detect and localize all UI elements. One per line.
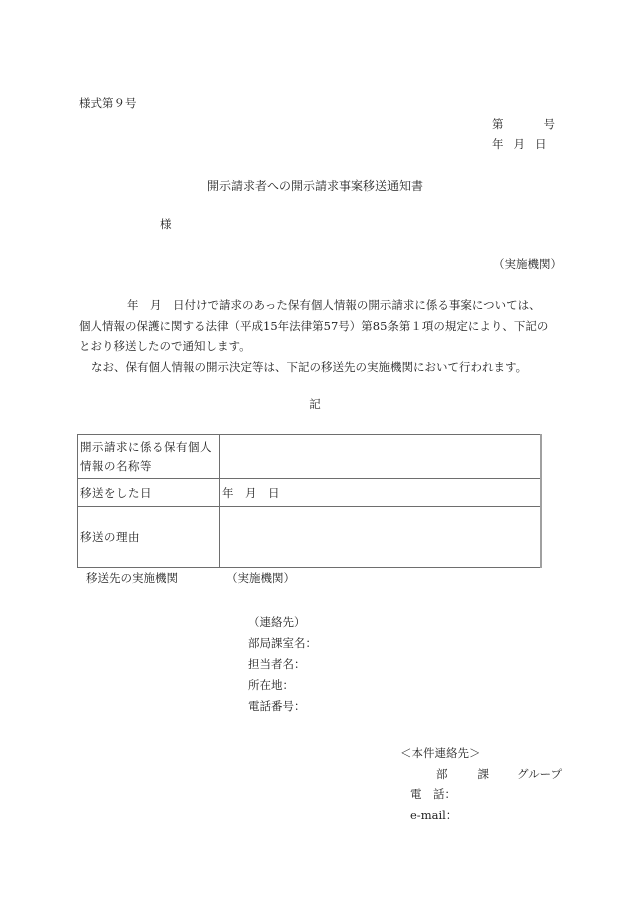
doc-number-prefix: 第 (492, 117, 504, 131)
dept-group: グループ (517, 766, 563, 781)
destination-label: 移送先の実施機関 (86, 571, 178, 585)
notice-line-3: とおり移送したので通知します。 (79, 339, 251, 353)
destination-contact (248, 612, 317, 717)
transfer-details-table (77, 434, 542, 568)
contact-department-label: 部局課室名： (248, 636, 317, 650)
recipient-honorific: 様 (160, 217, 172, 231)
table-value-info-name (220, 435, 542, 479)
notice-line-1: 年 月 日付けで請求のあった保有個人情報の開示請求に係る事案については、 (127, 298, 541, 312)
table-row (78, 479, 542, 507)
ki-heading: 記 (309, 397, 321, 411)
table-value-transfer-reason (220, 507, 542, 568)
dept-bu: 部 (436, 766, 448, 781)
document-title: 開示請求者への開示請求事案移送通知書 (206, 179, 423, 193)
contact-phone-label: 電話番号： (248, 699, 306, 713)
table-label-transfer-date: 移送をした日 (78, 479, 220, 507)
table-label-info-name: 開示請求に係る保有個人情報の名称等 (78, 435, 220, 479)
document-date (492, 139, 547, 151)
contact-address-label: 所在地： (248, 678, 294, 692)
dept-ka: 課 (477, 766, 489, 781)
case-contact-department (400, 764, 562, 785)
date-day: 日 (535, 137, 547, 151)
table-row (78, 435, 542, 479)
contact-heading: （連絡先） (248, 615, 306, 629)
destination-agency: （実施機関） (226, 571, 295, 585)
case-contact-heading: ＜本件連絡先＞ (400, 746, 481, 760)
date-month: 月 (513, 137, 525, 151)
case-contact-email-label: e-mail： (410, 807, 458, 822)
date-year: 年 (492, 137, 504, 151)
case-contact (400, 743, 562, 825)
issuer-agency: （実施機関） (493, 257, 562, 271)
notice-line-4: なお、保有個人情報の開示決定等は、下記の移送先の実施機関において行われます。 (91, 359, 528, 374)
transfer-date-value: 年 月 日 (222, 485, 280, 500)
contact-person-label: 担当者名： (248, 657, 306, 671)
table-value-transfer-date (220, 479, 542, 507)
case-contact-phone-label: 電 話： (410, 787, 456, 801)
notice-body (79, 295, 554, 377)
table-label-transfer-reason: 移送の理由 (78, 507, 220, 568)
doc-number-suffix: 号 (543, 117, 555, 131)
notice-line-2: 個人情報の保護に関する法律（平成15年法律第57号）第85条第１項の規定により、下記の (79, 318, 549, 333)
document-number (492, 119, 555, 131)
form-number: 様式第９号 (79, 96, 137, 110)
table-row (78, 507, 542, 568)
